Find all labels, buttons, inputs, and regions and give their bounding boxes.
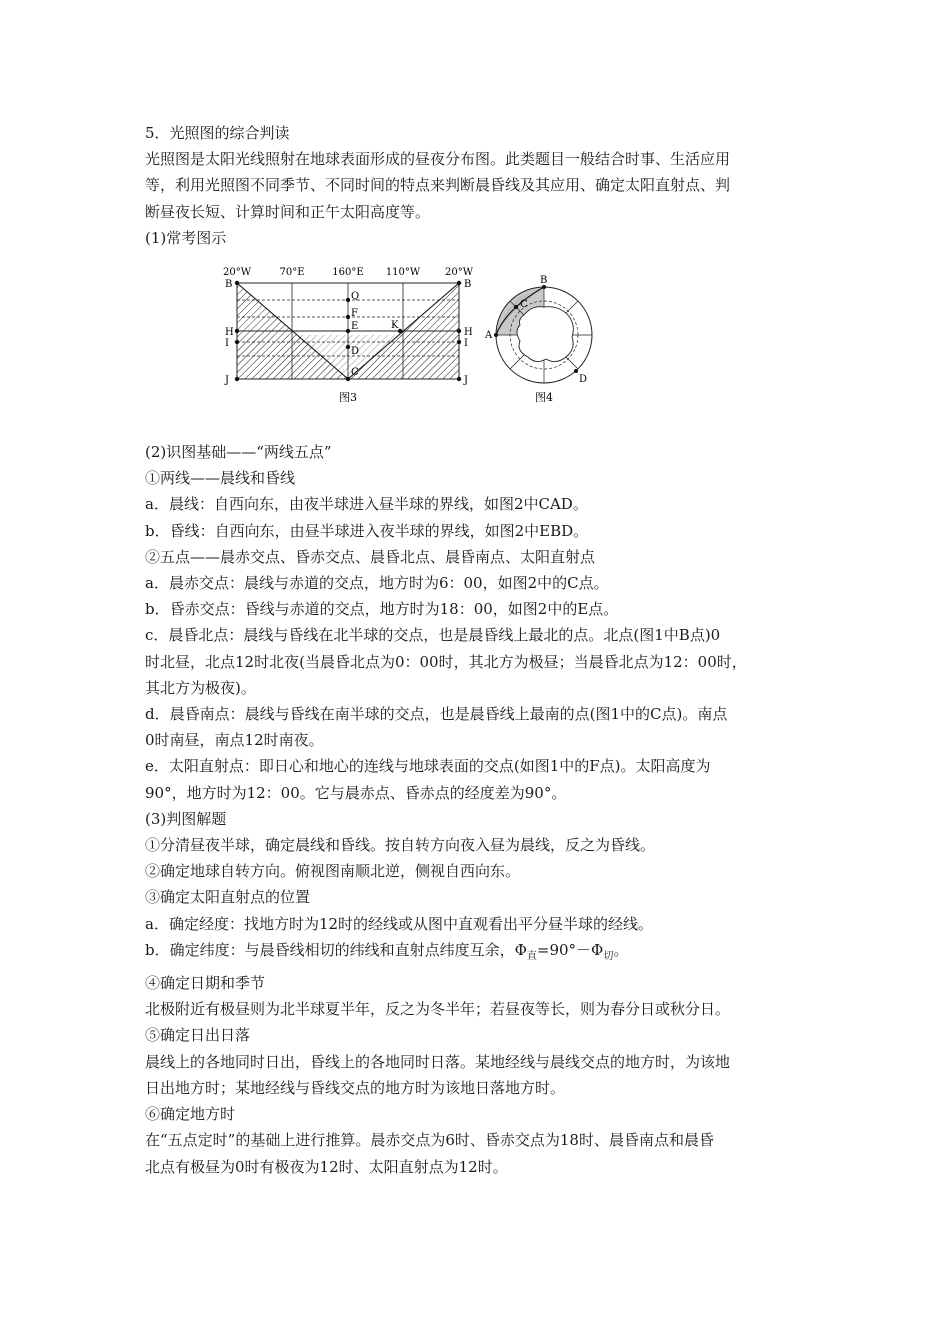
point-label: Q [351,291,360,303]
continent-outline [517,307,573,362]
latitude-formula-line [145,937,815,970]
text-line: ⑤确定日出日落 [145,1026,251,1045]
lon-label: 70°E [279,267,305,279]
point-label: C [351,367,359,379]
text-line: 日出地方时；某地经线与昏线交点的地方时为该地日落地方时。 [145,1078,566,1097]
figure-row [145,265,815,433]
point-label: C [520,299,528,311]
point-label: I [464,338,468,350]
lon-label: 160°E [332,267,364,279]
text-line: 0时南昼，南点12时南夜。 [145,731,324,750]
point-label: B [225,279,233,291]
point-label: B [540,275,548,287]
point-label: D [351,346,360,358]
text-line: d．晨昏南点：晨线与昏线在南半球的交点，也是晨昏线上最南的点(图1中的C点)。南点 [145,705,728,724]
text-line: ①分清昼夜半球，确定晨线和昏线。按自转方向夜入昼为晨线，反之为昏线。 [145,836,656,855]
text-line: 晨线上的各地同时日出，昏线上的各地同时日落。某地经线与晨线交点的地方时，为该地 [145,1052,731,1071]
figure-4-diagram [480,271,610,411]
formula-text: =90°－Φ [536,940,604,959]
point-label: E [351,321,359,333]
point-label: F [351,308,358,320]
text-line: 时北昼，北点12时北夜(当晨昏北点为0：00时，其北方为极昼；当晨昏北点为12：00时， [145,652,747,671]
figure-caption: 图4 [535,391,553,405]
subsection-heading: (1)常考图示 [145,228,227,247]
text-line: ②确定地球自转方向。俯视图南顺北逆，侧视自西向东。 [145,862,521,881]
point-label: I [225,338,229,350]
lon-label: 110°W [385,267,421,279]
text-line: ③确定太阳直射点的位置 [145,888,311,907]
figure-3-diagram [217,265,477,433]
formula-text: b．确定纬度：与晨昏线相切的纬线和直射点纬度互余，Φ [145,940,527,959]
point-label: H [225,327,234,339]
point-label: B [464,279,472,291]
text-line: b．昏线：自西向东，由昼半球进入夜半球的界线，如图2中EBD。 [145,521,589,540]
text-line: 90°，地方时为12：00。它与晨赤点、昏赤点的经度差为90°。 [145,783,567,802]
intro-line: 断昼夜长短、计算时间和正午太阳高度等。 [145,202,431,221]
document-page [145,120,815,1180]
text-line: 北点有极昼为0时有极夜为12时、太阳直射点为12时。 [145,1157,508,1176]
text-line: a．确定经度：找地方时为12时的经线或从图中直观看出平分昼半球的经线。 [145,914,654,933]
intro-line: 等，利用光照图不同季节、不同时间的特点来判断晨昏线及其应用、确定太阳直射点、判 [145,176,731,195]
formula-subscript: 切 [603,950,614,962]
intro-paragraph [145,146,815,225]
text-line: a．晨赤交点：晨线与赤道的交点，地方时为6：00，如图2中的C点。 [145,574,609,593]
formula-text: 。 [613,940,629,959]
point-label: A [485,330,493,342]
point-label: D [579,374,588,386]
figure-caption: 图3 [339,391,357,405]
point-label: J [464,375,469,387]
text-line: a．晨线：自西向东，由夜半球进入昼半球的界线，如图2中CAD。 [145,495,588,514]
lon-label: 20°W [222,267,252,279]
section-heading: 5．光照图的综合判读 [145,124,290,142]
intro-line: 光照图是太阳光线照射在地球表面形成的昼夜分布图。此类题目一般结合时事、生活应用 [145,150,731,169]
text-line: ⑥确定地方时 [145,1105,236,1124]
text-line: e．太阳直射点：即日心和地心的连线与地球表面的交点(如图1中的F点)。太阳高度为 [145,757,711,776]
body-text [145,439,815,1180]
text-line: (2)识图基础——“两线五点” [145,443,332,462]
point-label: H [464,327,473,339]
text-line: c．晨昏北点：晨线与昏线在北半球的交点，也是晨昏线上最北的点。北点(图1中B点)0 [145,626,721,645]
text-line: 在“五点定时”的基础上进行推算。晨赤交点为6时、昏赤交点为18时、晨昏南点和晨昏 [145,1131,714,1150]
point-label: J [225,375,230,387]
text-line: (3)判图解题 [145,809,227,828]
formula-subscript: 直 [526,950,537,962]
text-line: ②五点——晨赤交点、昏赤交点、晨昏北点、晨昏南点、太阳直射点 [145,547,596,566]
text-line: 北极附近有极昼则为北半球夏半年，反之为冬半年；若昼夜等长，则为春分日或秋分日。 [145,1000,731,1019]
lon-label: 20°W [444,267,474,279]
text-line: 其北方为极夜)。 [145,678,256,697]
text-line: ①两线——晨线和昏线 [145,469,296,488]
text-line: b．昏赤交点：昏线与赤道的交点，地方时为18：00，如图2中的E点。 [145,600,619,619]
point-label: K [391,320,399,332]
text-line: ④确定日期和季节 [145,974,266,993]
